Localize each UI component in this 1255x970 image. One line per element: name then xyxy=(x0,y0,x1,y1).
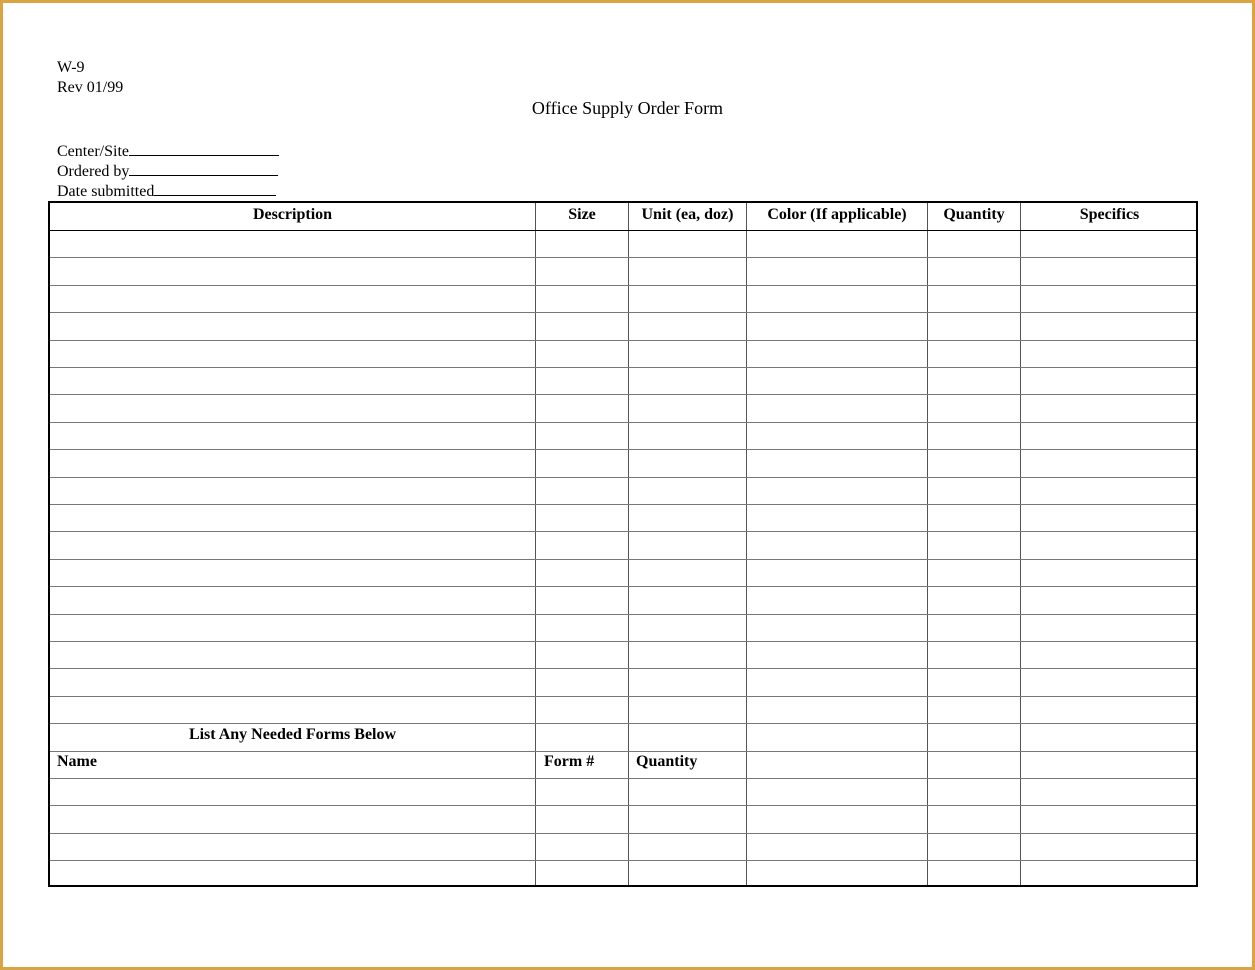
row-divider xyxy=(50,477,1196,478)
header-divider xyxy=(50,230,1196,231)
column-divider xyxy=(1020,203,1021,885)
revision-label: Rev 01/99 xyxy=(57,79,124,96)
column-divider xyxy=(535,203,536,885)
row-divider xyxy=(50,312,1196,313)
row-divider xyxy=(50,805,1196,806)
row-divider xyxy=(50,751,1196,752)
row-divider xyxy=(50,285,1196,286)
date-submitted-blank[interactable] xyxy=(154,183,276,196)
column-divider xyxy=(746,203,747,885)
row-divider xyxy=(50,422,1196,423)
row-divider xyxy=(50,449,1196,450)
row-divider xyxy=(50,860,1196,861)
row-divider xyxy=(50,257,1196,258)
row-divider xyxy=(50,531,1196,532)
row-divider xyxy=(50,559,1196,560)
date-submitted-label: Date submitted xyxy=(57,183,155,200)
col-header-specifics: Specifics xyxy=(1079,206,1140,223)
row-divider xyxy=(50,778,1196,779)
col-header-color: Color (If applicable) xyxy=(767,206,907,223)
page-title: Office Supply Order Form xyxy=(531,98,724,118)
forms-col-form-number: Form # xyxy=(544,753,595,770)
center-site-blank[interactable] xyxy=(129,143,279,156)
row-divider xyxy=(50,614,1196,615)
forms-section-heading: List Any Needed Forms Below xyxy=(188,726,397,743)
col-header-size: Size xyxy=(568,206,596,223)
row-divider xyxy=(50,696,1196,697)
row-divider xyxy=(50,641,1196,642)
row-divider xyxy=(50,340,1196,341)
center-site-label: Center/Site xyxy=(57,143,129,160)
date-submitted-field[interactable] xyxy=(57,183,276,201)
forms-col-quantity: Quantity xyxy=(636,753,698,770)
ordered-by-blank[interactable] xyxy=(129,163,278,176)
col-header-quantity: Quantity xyxy=(943,206,1005,223)
row-divider xyxy=(50,504,1196,505)
row-divider xyxy=(50,394,1196,395)
row-divider xyxy=(50,586,1196,587)
forms-col-name: Name xyxy=(57,753,97,770)
column-divider xyxy=(927,203,928,885)
col-header-description: Description xyxy=(252,206,333,223)
row-divider xyxy=(50,833,1196,834)
column-divider xyxy=(628,203,629,885)
col-header-unit: Unit (ea, doz) xyxy=(641,206,734,223)
form-code: W-9 xyxy=(57,59,85,76)
ordered-by-label: Ordered by xyxy=(57,163,130,180)
order-table xyxy=(48,201,1198,887)
center-site-field[interactable] xyxy=(57,143,279,161)
row-divider xyxy=(50,367,1196,368)
row-divider xyxy=(50,723,1196,724)
row-divider xyxy=(50,668,1196,669)
ordered-by-field[interactable] xyxy=(57,163,278,181)
